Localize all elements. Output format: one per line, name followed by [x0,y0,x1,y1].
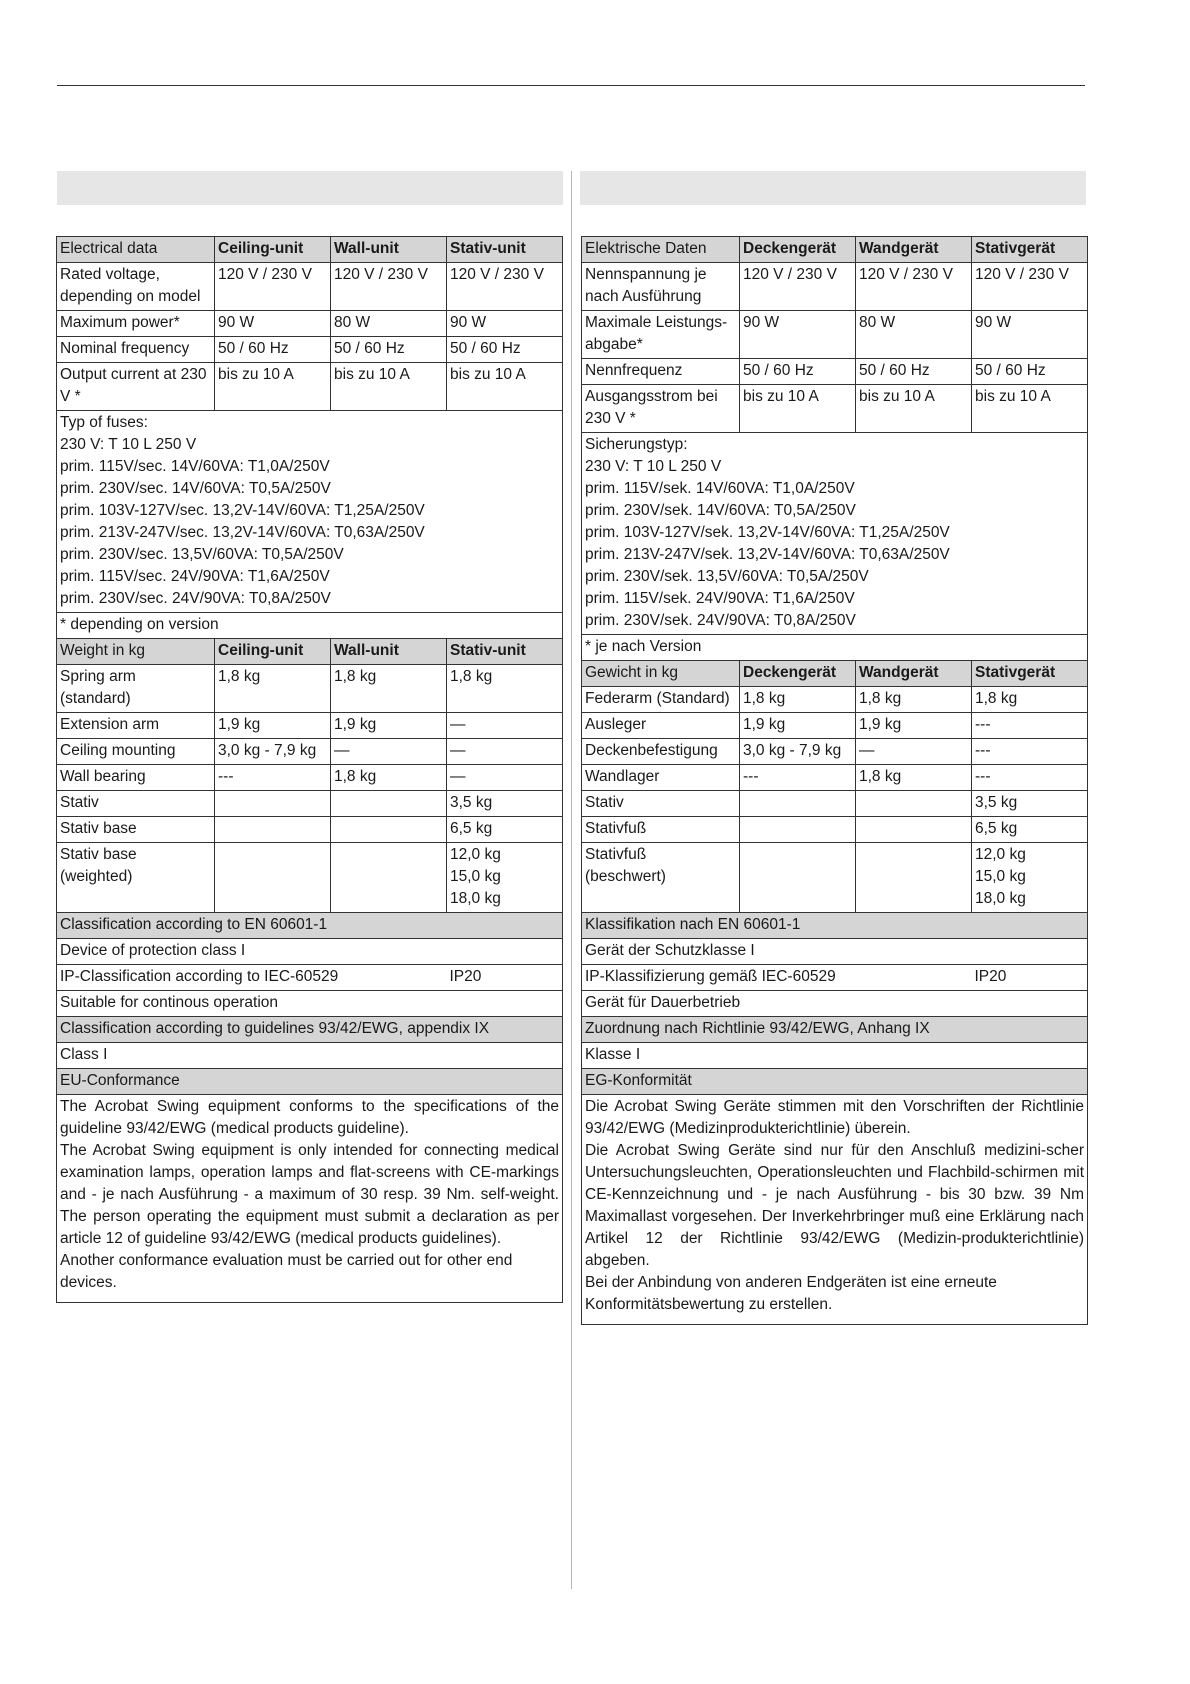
table-cell: 3,0 kg - 7,9 kg [215,739,331,765]
table-cell [856,843,972,913]
guideline-title-row [582,1017,1088,1043]
conformance-text-row [57,1095,563,1303]
table-cell: 90 W [215,311,331,337]
conformance-paragraph: The Acrobat Swing equipment conforms to the specifications of the guideline 93/42/EWG (medical products guideline). [60,1098,559,1137]
fuses-line: prim. 230V/sek. 13,5V/60VA: T0,5A/250V [585,568,869,585]
conformance-title-row [57,1069,563,1095]
weight-header-label: Weight in kg [57,639,215,665]
table-row [582,817,1088,843]
table-row [57,363,563,411]
table-row [582,687,1088,713]
fuses-line: prim. 103V-127V/sec. 13,2V-14V/60VA: T1,25A/250V [60,502,425,519]
table-cell: --- [215,765,331,791]
table-row [582,739,1088,765]
row-label: Stativ [57,791,215,817]
row-label: Federarm (Standard) [582,687,740,713]
table-cell: — [856,739,972,765]
table-cell [215,817,331,843]
table-cell [331,791,447,817]
table-cell: 50 / 60 Hz [740,359,856,385]
row-label: Stativfuß [582,817,740,843]
table-row [57,843,563,913]
table-cell: 50 / 60 Hz [856,359,972,385]
fuses-line: prim. 213V-247V/sec. 13,2V-14V/60VA: T0,63A/250V [60,524,425,541]
table-row [57,311,563,337]
fuses-line: prim. 115V/sec. 24V/90VA: T1,6A/250V [60,568,330,585]
fuses-line: prim. 230V/sec. 14V/60VA: T0,5A/250V [60,480,331,497]
table-cell [856,817,972,843]
weight-value: 15,0 kg [975,868,1026,885]
fuses-line: Typ of fuses: [60,414,148,431]
table-row [57,765,563,791]
table-row [582,713,1088,739]
table-cell [740,791,856,817]
row-label-line: Spring arm [60,668,136,685]
table-row [57,665,563,713]
table-cell [740,817,856,843]
conformance-title: EU-Conformance [57,1069,563,1095]
table-cell [215,791,331,817]
fuses-cell [57,411,563,613]
row-label: Rated voltage, depending on model [57,263,215,311]
version-note: * je nach Version [582,635,1088,661]
table-cell: 1,8 kg [215,665,331,713]
table-cell: 1,8 kg [740,687,856,713]
fuses-row [582,433,1088,635]
table-cell [215,843,331,913]
version-note-row [57,613,563,639]
row-label: Ausgangsstrom bei 230 V * [582,385,740,433]
row-label-line: (standard) [60,690,131,707]
protection-class: Gerät der Schutzklasse I [582,939,1088,965]
table-cell: 1,8 kg [447,665,563,713]
fuses-line: 230 V: T 10 L 250 V [60,436,197,453]
ceiling-unit-header: Ceiling-unit [215,237,331,263]
table-cell: 1,9 kg [856,713,972,739]
fuses-line: prim. 230V/sec. 13,5V/60VA: T0,5A/250V [60,546,344,563]
guideline-title-row [57,1017,563,1043]
table-cell: 120 V / 230 V [447,263,563,311]
table-row [57,817,563,843]
table-cell [331,843,447,913]
row-label: Wandlager [582,765,740,791]
conformance-text-row [582,1095,1088,1325]
row-label: Wall bearing [57,765,215,791]
fuses-line: prim. 115V/sec. 14V/60VA: T1,0A/250V [60,458,330,475]
fuses-line: prim. 230V/sek. 24V/90VA: T0,8A/250V [585,612,856,629]
table-row [57,263,563,311]
row-label: Nominal frequency [57,337,215,363]
german-spec-table [581,236,1088,1325]
version-note: * depending on version [57,613,563,639]
table-row [57,337,563,363]
version-note-row [582,635,1088,661]
table-cell: --- [740,765,856,791]
conformance-title-row [582,1069,1088,1095]
fuses-row [57,411,563,613]
table-cell [740,843,856,913]
table-cell: 120 V / 230 V [215,263,331,311]
table-cell: --- [972,713,1088,739]
ceiling-unit-header: Ceiling-unit [215,639,331,665]
table-cell: 80 W [331,311,447,337]
row-label: Nennfrequenz [582,359,740,385]
conformance-paragraph: Die Acrobat Swing Geräte stimmen mit den Vorschriften der Richtlinie 93/42/EWG (Medizinprodukterichtlinie) überein. [585,1098,1084,1137]
table-cell: 50 / 60 Hz [331,337,447,363]
electrical-header-row [57,237,563,263]
table-row [582,263,1088,311]
ip-classification-value: IP20 [447,965,563,991]
table-cell: 6,5 kg [972,817,1088,843]
table-cell: 1,9 kg [215,713,331,739]
row-label-line: Stativfuß [585,846,647,863]
table-cell: --- [972,739,1088,765]
table-cell [331,817,447,843]
stativ-unit-header: Stativgerät [972,661,1088,687]
wall-unit-header: Wall-unit [331,237,447,263]
wall-unit-header: Wandgerät [856,237,972,263]
fuses-line: 230 V: T 10 L 250 V [585,458,722,475]
electrical-header-row [582,237,1088,263]
table-row [57,713,563,739]
row-label [582,843,740,913]
german-column [581,236,1087,1325]
row-label: Extension arm [57,713,215,739]
guideline-class: Klasse I [582,1043,1088,1069]
table-row [582,359,1088,385]
table-cell: — [447,739,563,765]
row-label: Deckenbefestigung [582,739,740,765]
table-cell: 50 / 60 Hz [447,337,563,363]
guideline-title: Zuordnung nach Richtlinie 93/42/EWG, Anhang IX [582,1017,1088,1043]
operation-mode: Gerät für Dauerbetrieb [582,991,1088,1017]
table-cell: 120 V / 230 V [856,263,972,311]
classification-title-row [582,913,1088,939]
guideline-title: Classification according to guidelines 93/42/EWG, appendix IX [57,1017,563,1043]
table-cell: — [331,739,447,765]
fuses-line: prim. 115V/sek. 14V/60VA: T1,0A/250V [585,480,855,497]
english-spec-table [56,236,563,1303]
stativ-unit-header: Stativ-unit [447,237,563,263]
classification-title: Klassifikation nach EN 60601-1 [582,913,1088,939]
table-cell: 3,5 kg [972,791,1088,817]
row-label: Stativ [582,791,740,817]
operation-row [582,991,1088,1017]
row-label: Output current at 230 V * [57,363,215,411]
conformance-title: EG-Konformität [582,1069,1088,1095]
ip-classification-label: IP-Classification according to IEC-60529 [57,965,447,991]
fuses-line: Sicherungstyp: [585,436,688,453]
ip-classification-row [57,965,563,991]
weight-header-row [57,639,563,665]
table-row [582,791,1088,817]
section-band-right [580,171,1086,205]
wall-unit-header: Wall-unit [331,639,447,665]
row-label: Ausleger [582,713,740,739]
ip-classification-value: IP20 [972,965,1088,991]
table-cell: 50 / 60 Hz [215,337,331,363]
table-cell: bis zu 10 A [740,385,856,433]
row-label-line: (beschwert) [585,868,666,885]
table-cell: 1,8 kg [856,687,972,713]
section-band-left [57,171,563,205]
operation-row [57,991,563,1017]
table-cell: 50 / 60 Hz [972,359,1088,385]
column-divider [571,171,572,1589]
wall-unit-header: Wandgerät [856,661,972,687]
protection-class-row [582,939,1088,965]
row-label-line: (weighted) [60,868,133,885]
weight-value: 12,0 kg [450,846,501,863]
table-cell: 120 V / 230 V [740,263,856,311]
table-cell: bis zu 10 A [972,385,1088,433]
row-label-line: Stativ base [60,846,137,863]
stativ-unit-header: Stativgerät [972,237,1088,263]
table-cell: 3,5 kg [447,791,563,817]
table-cell: 6,5 kg [447,817,563,843]
fuses-cell [582,433,1088,635]
fuses-line: prim. 230V/sek. 14V/60VA: T0,5A/250V [585,502,856,519]
table-row [582,385,1088,433]
table-cell: 120 V / 230 V [331,263,447,311]
weight-value: 18,0 kg [450,890,501,907]
table-cell: 1,9 kg [740,713,856,739]
fuses-line: prim. 213V-247V/sek. 13,2V-14V/60VA: T0,63A/250V [585,546,950,563]
table-cell [447,843,563,913]
ceiling-unit-header: Deckengerät [740,237,856,263]
table-cell [972,843,1088,913]
stativ-unit-header: Stativ-unit [447,639,563,665]
table-cell: --- [972,765,1088,791]
row-label [57,665,215,713]
table-cell: bis zu 10 A [331,363,447,411]
fuses-line: prim. 115V/sek. 24V/90VA: T1,6A/250V [585,590,855,607]
row-label: Nennspannung je nach Ausführung [582,263,740,311]
top-rule [57,85,1085,86]
classification-title-row [57,913,563,939]
row-label [57,843,215,913]
guideline-class: Class I [57,1043,563,1069]
classification-title: Classification according to EN 60601-1 [57,913,563,939]
fuses-line: prim. 103V-127V/sek. 13,2V-14V/60VA: T1,25A/250V [585,524,950,541]
electrical-header-label: Elektrische Daten [582,237,740,263]
table-row [582,765,1088,791]
table-cell: 1,8 kg [331,765,447,791]
conformance-paragraph: Another conformance evaluation must be carried out for other end devices. [60,1252,513,1291]
table-cell: bis zu 10 A [856,385,972,433]
table-cell: 120 V / 230 V [972,263,1088,311]
electrical-header-label: Electrical data [57,237,215,263]
table-cell: 90 W [740,311,856,359]
table-row [582,843,1088,913]
guideline-class-row [57,1043,563,1069]
conformance-text [57,1095,563,1303]
row-label: Stativ base [57,817,215,843]
conformance-paragraph: Die Acrobat Swing Geräte sind nur für den Anschluß medizini-scher Untersuchungsleuchten, Operationsleuchten und Flachbild-schirmen mit CE-Kennzeichnung und - je nach Ausführung - bis 30 bzw. 39 Nm Maximallast vorgesehen. Der Inverkehrbringer muß eine Erklärung nach Artikel 12 der Richtlinie 93/42/EWG (Medizin-produkterichtlinie) abgeben. [585,1142,1084,1269]
table-row [57,739,563,765]
ip-classification-label: IP-Klassifizierung gemäß IEC-60529 [582,965,972,991]
weight-header-row [582,661,1088,687]
guideline-class-row [582,1043,1088,1069]
table-cell: 1,8 kg [331,665,447,713]
protection-class: Device of protection class I [57,939,563,965]
english-column [56,236,562,1303]
row-label: Maximum power* [57,311,215,337]
ip-classification-row [582,965,1088,991]
weight-value: 18,0 kg [975,890,1026,907]
row-label: Maximale Leistungs-abgabe* [582,311,740,359]
table-cell: 3,0 kg - 7,9 kg [740,739,856,765]
table-cell: 1,8 kg [972,687,1088,713]
table-row [57,791,563,817]
row-label: Ceiling mounting [57,739,215,765]
table-cell [856,791,972,817]
operation-mode: Suitable for continous operation [57,991,563,1017]
table-cell: 1,8 kg [856,765,972,791]
ceiling-unit-header: Deckengerät [740,661,856,687]
table-cell: 80 W [856,311,972,359]
table-cell: — [447,713,563,739]
table-row [582,311,1088,359]
protection-class-row [57,939,563,965]
fuses-line: prim. 230V/sec. 24V/90VA: T0,8A/250V [60,590,331,607]
table-cell: 90 W [447,311,563,337]
table-cell: bis zu 10 A [447,363,563,411]
table-cell: 1,9 kg [331,713,447,739]
conformance-text [582,1095,1088,1325]
conformance-paragraph: The Acrobat Swing equipment is only intended for connecting medical examination lamps, operation lamps and flat-screens with CE-markings and - je nach Ausführung - a maximum of 30 resp. 39 Nm. self-weight. The person operating the equipment must submit a declaration as per article 12 of guideline 93/42/EWG (medical products guidelines). [60,1142,559,1247]
table-cell: — [447,765,563,791]
weight-value: 15,0 kg [450,868,501,885]
table-cell: 90 W [972,311,1088,359]
weight-value: 12,0 kg [975,846,1026,863]
table-cell: bis zu 10 A [215,363,331,411]
conformance-paragraph: Bei der Anbindung von anderen Endgeräten ist eine erneute Konformitätsbewertung zu erstellen. [585,1274,997,1313]
weight-header-label: Gewicht in kg [582,661,740,687]
